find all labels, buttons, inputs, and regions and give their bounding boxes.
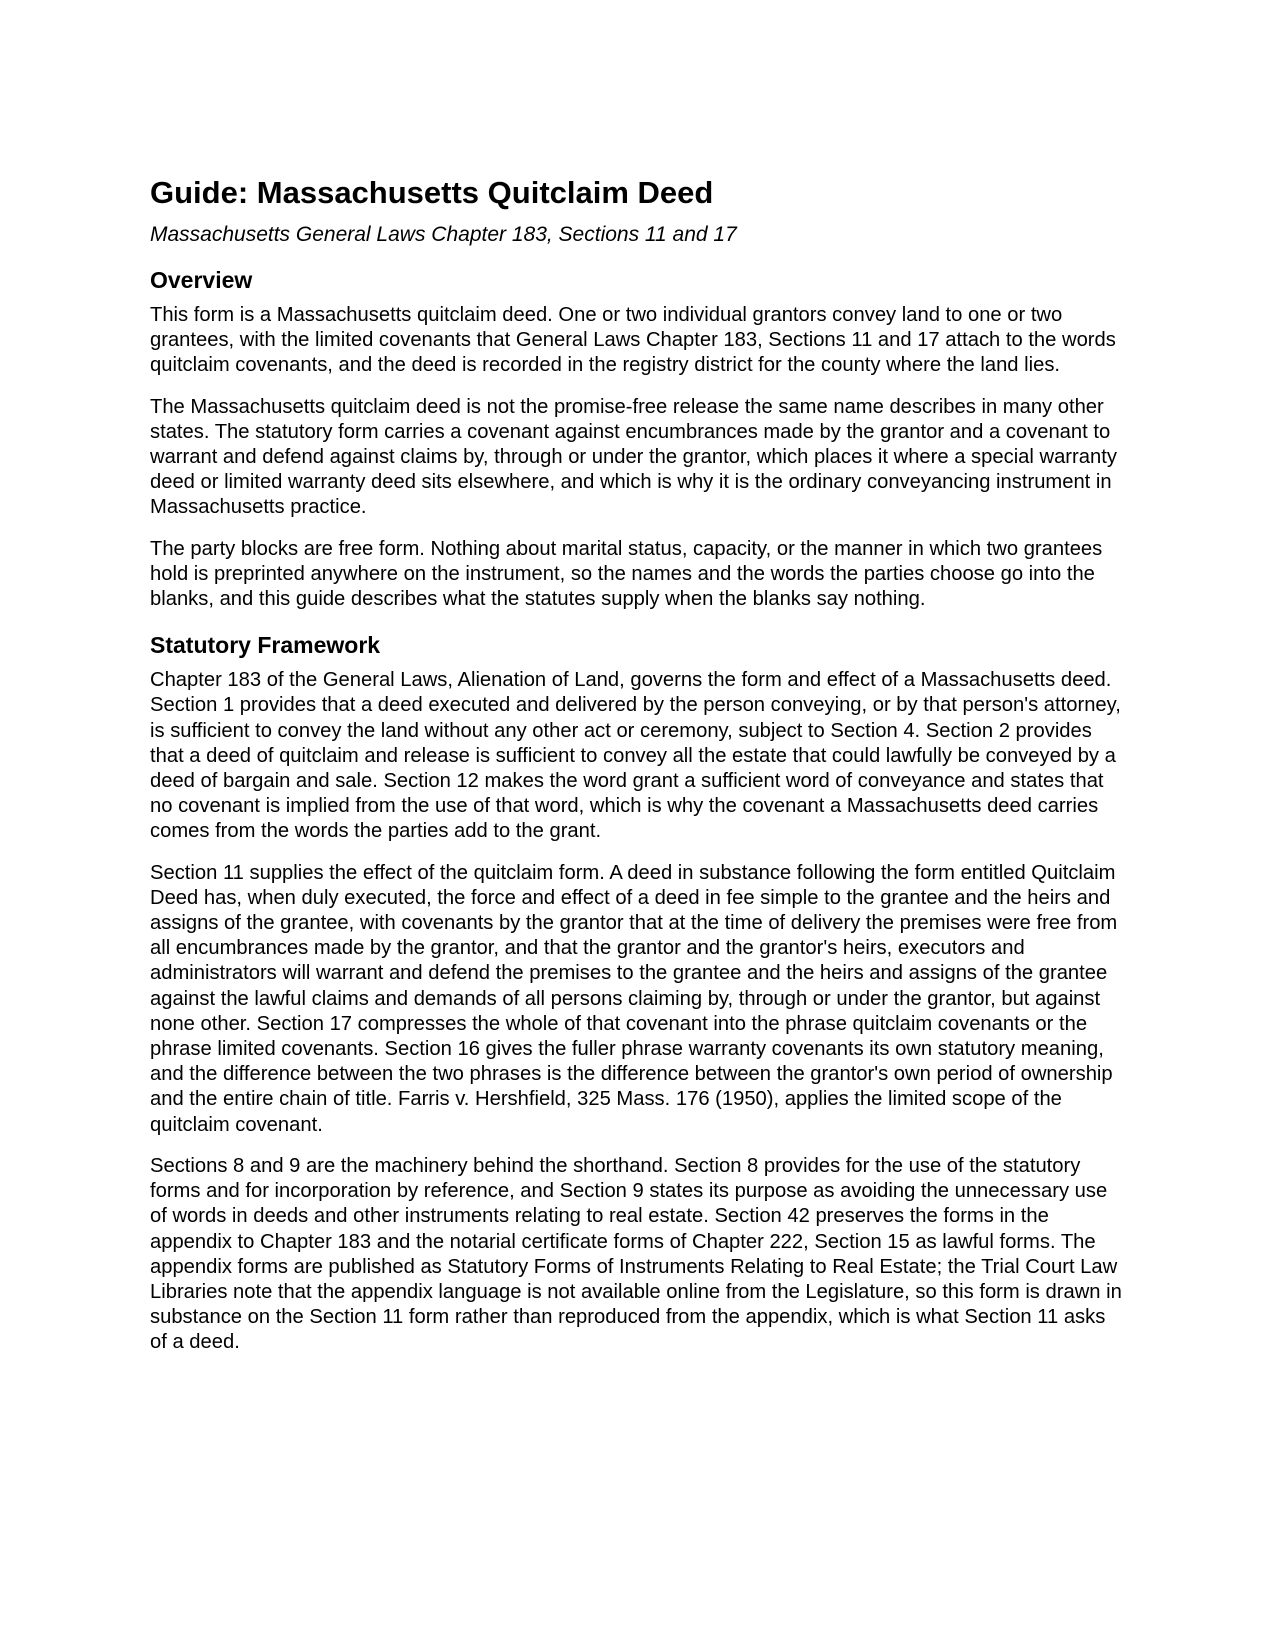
- document-page: [150, 174, 1125, 1356]
- overview-paragraph-2: The Massachusetts quitclaim deed is not the promise-free release the same name describes in many other states. The statutory form carries a covenant against encumbrances made by the grantor and a covenant to warrant and defend against claims by, through or under the grantor, which places it where a special warranty deed or limited warranty deed sits elsewhere, and which is why it is the ordinary conveyancing instrument in Massachusetts practice.: [150, 395, 1117, 519]
- overview-paragraph-1: This form is a Massachusetts quitclaim deed. One or two individual grantors convey land to one or two grantees, with the limited covenants that General Laws Chapter 183, Sections 11 and 17 attach to the words quitclaim covenants, and the deed is recorded in the registry district for the county where the land lies.: [150, 304, 1116, 377]
- document-subtitle: Massachusetts General Laws Chapter 183, Sections 11 and 17: [150, 223, 737, 246]
- section-heading-statutory-framework: Statutory Framework: [150, 632, 381, 659]
- section-heading-overview: Overview: [150, 267, 253, 293]
- overview-paragraph-3: The party blocks are free form. Nothing about marital status, capacity, or the manner in which two grantees hold is preprinted anywhere on the instrument, so the names and the words the parties choose go into the blanks, and this guide describes what the statutes supply when the blanks say nothing.: [150, 537, 1103, 611]
- framework-paragraph-2: Section 11 supplies the effect of the quitclaim form. A deed in substance following the form entitled Quitclaim Deed has, when duly executed, the force and effect of a deed in fee simple to the grantee and the heirs and assigns of the grantee, with covenants by the grantor that at the time of delivery the premises were free from all encumbrances made by the grantor, and that the grantor and the grantor's heirs, executors and administrators will warrant and defend the premises to the grantee and the heirs and assigns of the grantee against the lawful claims and demands of all persons claiming by, through or under the grantor, but against none other. Section 17 compresses the whole of that covenant into the phrase quitclaim covenants or the phrase limited covenants. Section 16 gives the fuller phrase warranty covenants its own statutory meaning, and the difference between the two phrases is the difference between the grantor's own period of ownership and the entire chain of title. Farris v. Hershfield, 325 Mass. 176 (1950), applies the limited scope of the quitclaim covenant.: [150, 861, 1118, 1136]
- framework-paragraph-3: Sections 8 and 9 are the machinery behind the shorthand. Section 8 provides for the use of the statutory forms and for incorporation by reference, and Section 9 states its purpose as avoiding the unnecessary use of words in deeds and other instruments relating to real estate. Section 42 preserves the forms in the appendix to Chapter 183 and the notarial certificate forms of Chapter 222, Section 15 as lawful forms. The appendix forms are published as Statutory Forms of Instruments Relating to Real Estate; the Trial Court Law Libraries note that the appendix language is not available online from the Legislature, so this form is drawn in substance on the Section 11 form rather than reproduced from the appendix, which is what Section 11 asks of a deed.: [150, 1154, 1122, 1354]
- framework-paragraph-1: Chapter 183 of the General Laws, Alienation of Land, governs the form and effect of a Massachusetts deed. Section 1 provides that a deed executed and delivered by the person conveying, or by that person's attorney, is sufficient to convey the land without any other act or ceremony, subject to Section 4. Section 2 provides that a deed of quitclaim and release is sufficient to convey all the estate that could lawfully be conveyed by a deed of bargain and sale. Section 12 makes the word grant a sufficient word of conveyance and states that no covenant is implied from the use of that word, which is why the covenant a Massachusetts deed carries comes from the words the parties add to the grant.: [150, 669, 1121, 843]
- document-title: Guide: Massachusetts Quitclaim Deed: [150, 175, 714, 210]
